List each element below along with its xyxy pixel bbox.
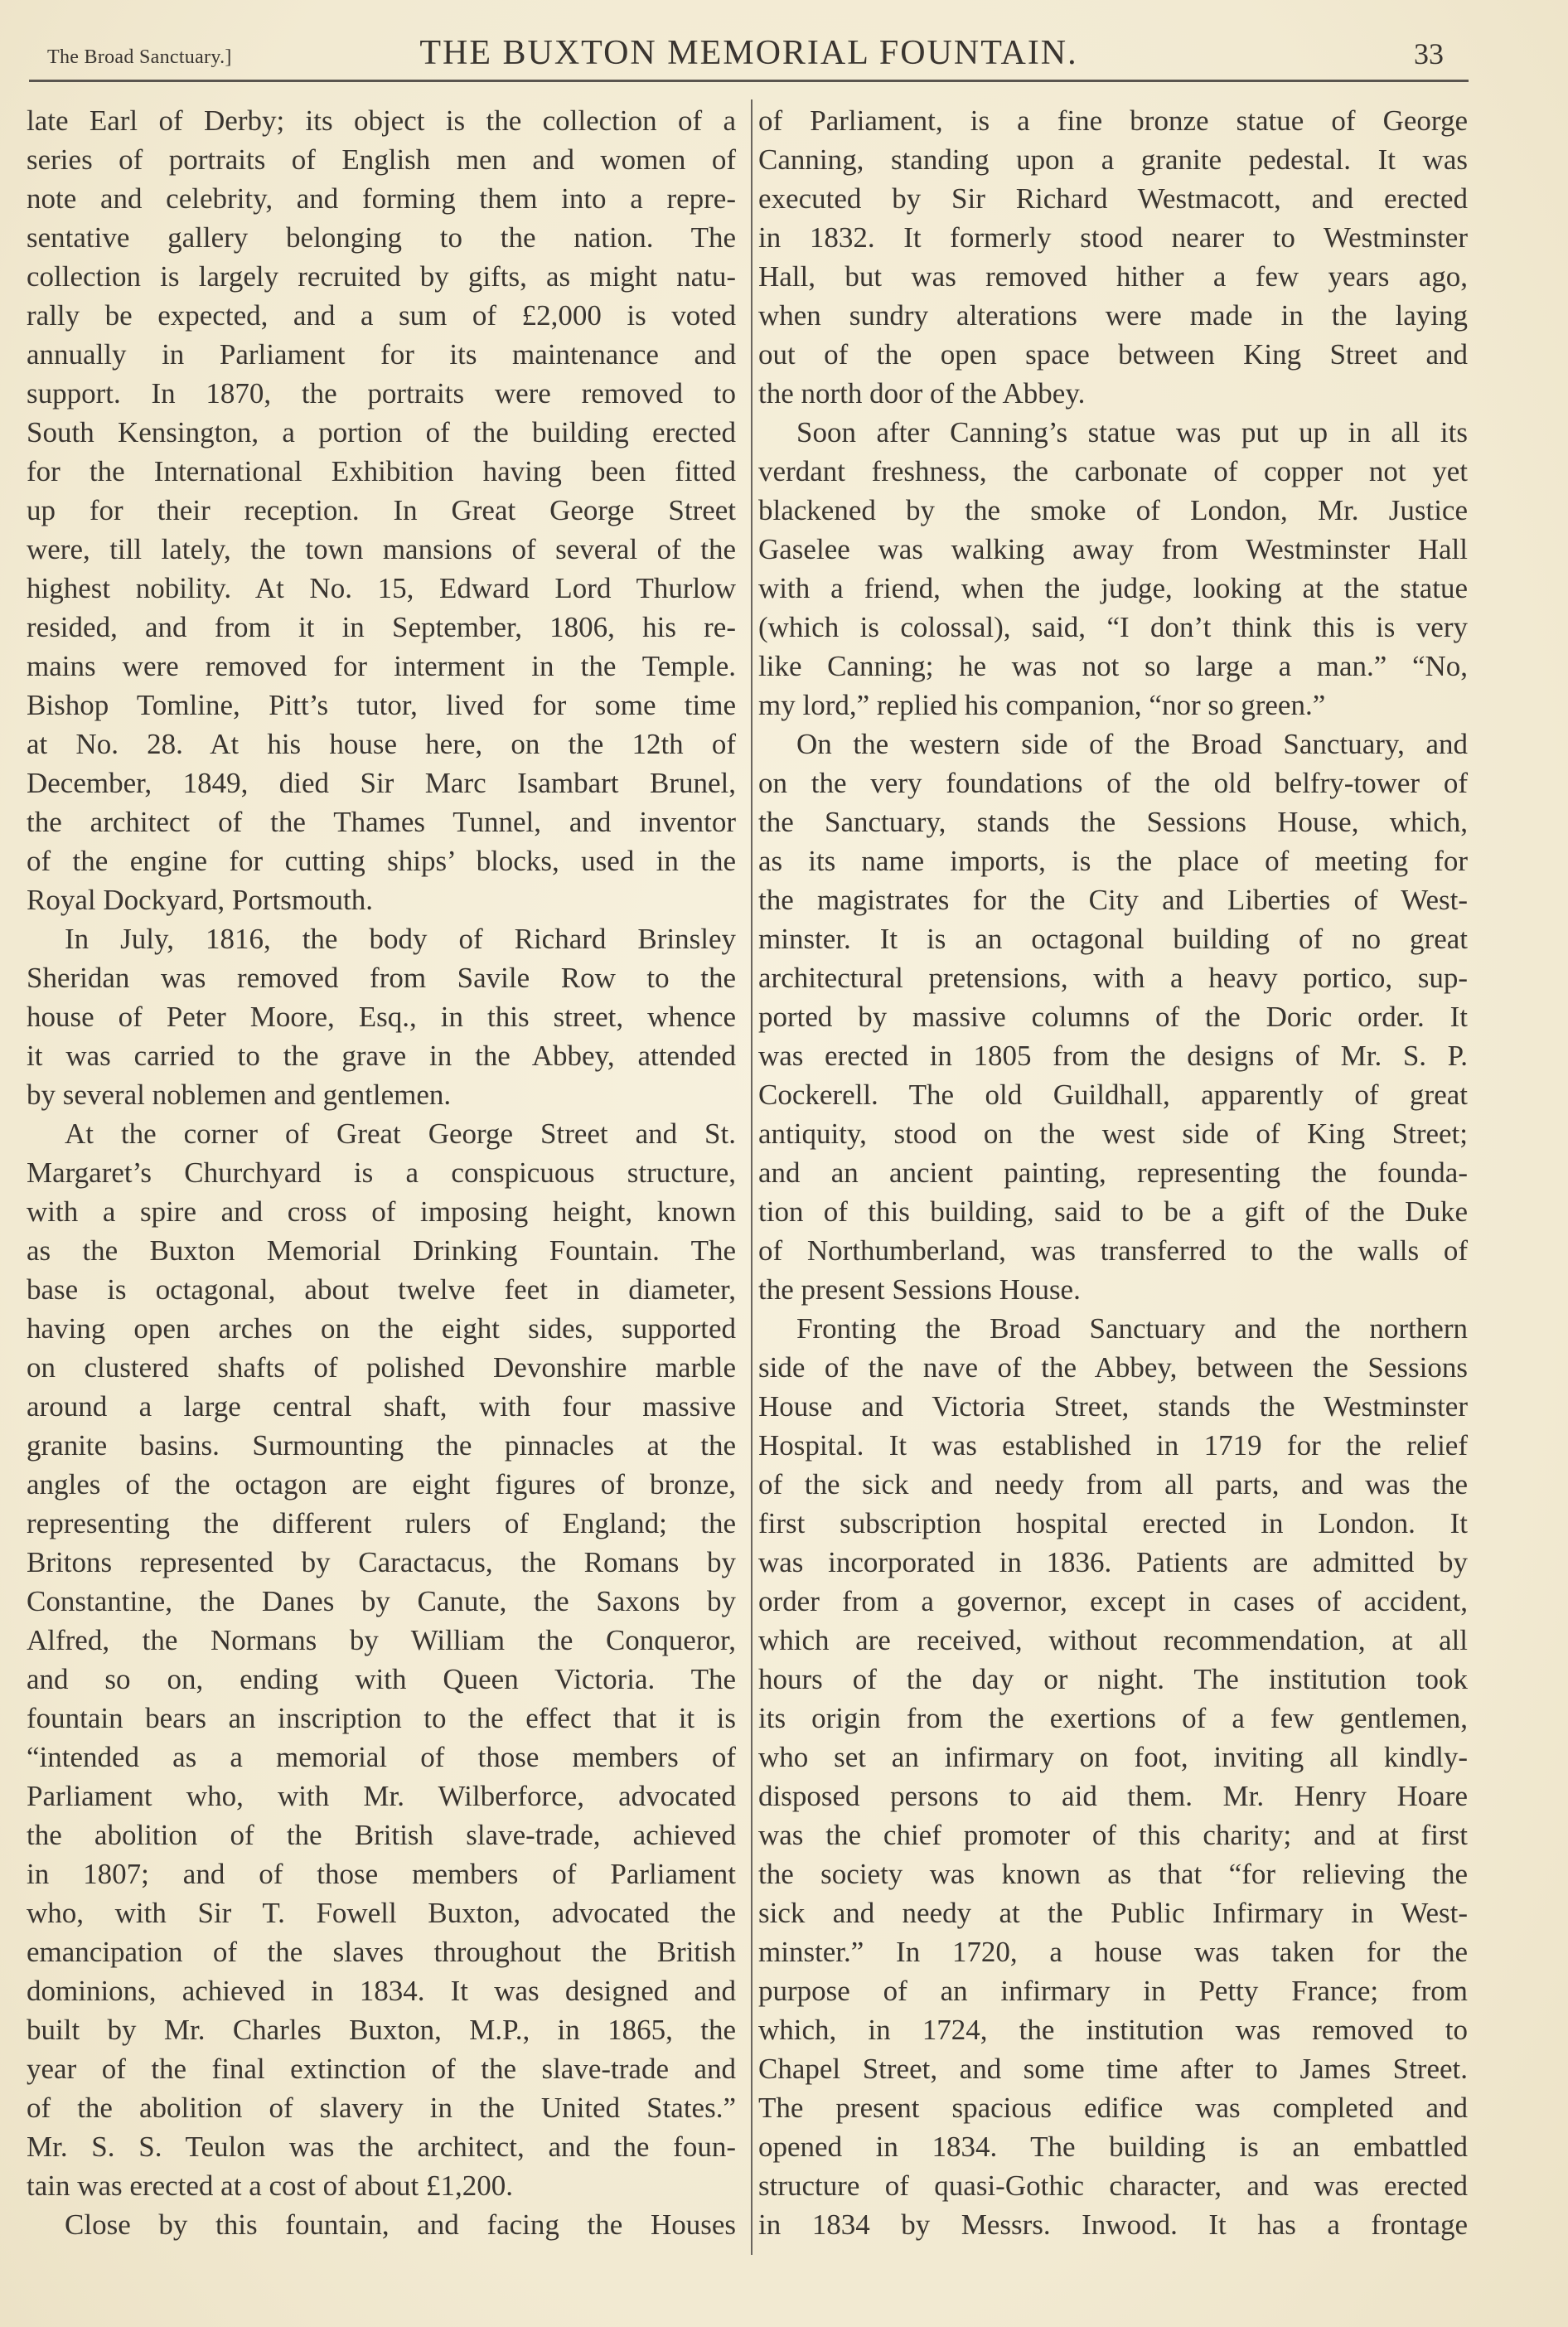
text-line: rally be expected, and a sum of £2,000 is voted xyxy=(27,299,736,332)
text-line: ported by massive columns of the Doric order. It xyxy=(758,1001,1468,1033)
text-line: Royal Dockyard, Portsmouth. xyxy=(27,884,374,916)
text-line: base is octagonal, about twelve feet in diameter, xyxy=(27,1273,736,1306)
text-line: angles of the octagon are eight figures of bronze, xyxy=(27,1468,736,1500)
text-line: tain was erected at a cost of about £1,200. xyxy=(27,2169,514,2202)
text-line: with a friend, when the judge, looking at the statue xyxy=(758,572,1468,604)
text-line: Hall, but was removed hither a few years ago, xyxy=(758,260,1468,293)
text-line: the architect of the Thames Tunnel, and inventor xyxy=(27,806,736,838)
text-line: at No. 28. At his house here, on the 12th of xyxy=(27,728,736,760)
text-line: Hospital. It was established in 1719 for the relief xyxy=(758,1429,1468,1462)
text-line: (which is colossal), said, “I don’t think this is very xyxy=(758,611,1468,643)
text-line: Alfred, the Normans by William the Conqueror, xyxy=(27,1624,736,1656)
text-line: hours of the day or night. The institution took xyxy=(758,1663,1468,1695)
text-line: and an ancient painting, representing the founda- xyxy=(758,1156,1468,1189)
text-line: the present Sessions House. xyxy=(758,1273,1081,1306)
header-rule xyxy=(29,80,1469,82)
text-line: on clustered shafts of polished Devonshire marble xyxy=(27,1351,736,1384)
text-line: its origin from the exertions of a few gentlemen, xyxy=(758,1702,1468,1734)
text-line: series of portraits of English men and women of xyxy=(27,143,736,176)
text-line: in 1807; and of those members of Parliament xyxy=(27,1858,736,1890)
text-line: of the abolition of slavery in the United States.” xyxy=(27,2092,736,2124)
text-line: in 1834 by Messrs. Inwood. It has a frontage xyxy=(758,2208,1468,2241)
page-title: THE BUXTON MEMORIAL FOUNTAIN. xyxy=(419,34,1078,72)
text-line: Bishop Tomline, Pitt’s tutor, lived for some time xyxy=(27,689,736,721)
text-line: disposed persons to aid them. Mr. Henry Hoare xyxy=(758,1780,1468,1812)
text-line: the society was known as that “for relieving the xyxy=(758,1858,1468,1890)
text-line: who, with Sir T. Fowell Buxton, advocated the xyxy=(27,1897,736,1929)
text-line: out of the open space between King Street and xyxy=(758,338,1468,371)
text-line: tion of this building, said to be a gift of the Duke xyxy=(758,1195,1468,1228)
text-line: At the corner of Great George Street and St. xyxy=(65,1117,736,1150)
text-line: structure of quasi-Gothic character, and was erected xyxy=(758,2169,1468,2202)
text-line: minster. It is an octagonal building of no great xyxy=(758,923,1468,955)
text-line: having open arches on the eight sides, supported xyxy=(27,1312,736,1345)
text-line: Cockerell. The old Guildhall, apparently of great xyxy=(758,1079,1468,1111)
text-line: of the engine for cutting ships’ blocks, used in the xyxy=(27,845,736,877)
text-line: were, till lately, the town mansions of several of the xyxy=(27,533,736,565)
paragraph xyxy=(27,919,736,1114)
text-line: built by Mr. Charles Buxton, M.P., in 1865, the xyxy=(27,2014,736,2046)
text-line: South Kensington, a portion of the building erected xyxy=(27,416,736,448)
text-line: up for their reception. In Great George Street xyxy=(27,494,736,526)
text-line: by several noblemen and gentlemen. xyxy=(27,1079,452,1111)
text-line: and so on, ending with Queen Victoria. The xyxy=(27,1663,736,1695)
text-line: as its name imports, is the place of meeting for xyxy=(758,845,1468,877)
text-line: House and Victoria Street, stands the Westminster xyxy=(758,1390,1468,1423)
text-line: with a spire and cross of imposing height, known xyxy=(27,1195,736,1228)
text-line: emancipation of the slaves throughout the British xyxy=(27,1936,736,1968)
running-head xyxy=(29,32,1469,81)
text-line: annually in Parliament for its maintenance and xyxy=(27,338,736,371)
text-line: year of the final extinction of the slave-trade and xyxy=(27,2053,736,2085)
text-line: first subscription hospital erected in London. It xyxy=(758,1507,1468,1539)
text-line: On the western side of the Broad Sanctuary, and xyxy=(796,728,1468,760)
paragraph xyxy=(758,1309,1468,2244)
text-line: antiquity, stood on the west side of King Street; xyxy=(758,1117,1468,1150)
text-line: highest nobility. At No. 15, Edward Lord Thurlow xyxy=(27,572,736,604)
text-line: the Sanctuary, stands the Sessions House, which, xyxy=(758,806,1468,838)
text-line: In July, 1816, the body of Richard Brinsley xyxy=(65,923,736,955)
text-line: sick and needy at the Public Infirmary in West- xyxy=(758,1897,1468,1929)
text-line: Sheridan was removed from Savile Row to the xyxy=(27,962,736,994)
text-line: of Parliament, is a fine bronze statue of George xyxy=(758,104,1468,137)
text-line: Margaret’s Churchyard is a conspicuous structure, xyxy=(27,1156,736,1189)
paragraph xyxy=(27,101,736,919)
text-line: Chapel Street, and some time after to James Street. xyxy=(758,2053,1468,2085)
text-line: dominions, achieved in 1834. It was designed and xyxy=(27,1975,736,2007)
text-line: as the Buxton Memorial Drinking Fountain. The xyxy=(27,1234,736,1267)
right-column xyxy=(758,101,1468,2244)
paragraph xyxy=(27,1114,736,2205)
paragraph xyxy=(758,413,1468,725)
column-divider xyxy=(751,99,753,2255)
text-line: my lord,” replied his companion, “nor so green.” xyxy=(758,689,1326,721)
section-heading: The Broad Sanctuary.] xyxy=(47,46,232,68)
text-line: representing the different rulers of England; the xyxy=(27,1507,736,1539)
text-line: like Canning; he was not so large a man.” “No, xyxy=(758,650,1468,682)
text-line: it was carried to the grave in the Abbey, attended xyxy=(27,1040,736,1072)
text-line: was incorporated in 1836. Patients are admitted by xyxy=(758,1546,1468,1578)
text-line: which, in 1724, the institution was removed to xyxy=(758,2014,1468,2046)
text-line: executed by Sir Richard Westmacott, and erected xyxy=(758,182,1468,215)
text-line: order from a governor, except in cases of accident, xyxy=(758,1585,1468,1617)
text-line: granite basins. Surmounting the pinnacles at the xyxy=(27,1429,736,1462)
text-line: verdant freshness, the carbonate of copper not yet xyxy=(758,455,1468,487)
text-line: Britons represented by Caractacus, the Romans by xyxy=(27,1546,736,1578)
text-line: the magistrates for the City and Liberties of West- xyxy=(758,884,1468,916)
paragraph xyxy=(27,2205,736,2244)
text-line: opened in 1834. The building is an embattled xyxy=(758,2131,1468,2163)
text-line: Gaselee was walking away from Westminster Hall xyxy=(758,533,1468,565)
text-line: in 1832. It formerly stood nearer to Westminster xyxy=(758,221,1468,254)
text-line: “intended as a memorial of those members of xyxy=(27,1741,736,1773)
text-line: Fronting the Broad Sanctuary and the northern xyxy=(796,1312,1468,1345)
text-line: Close by this fountain, and facing the Houses xyxy=(65,2208,736,2241)
text-line: for the International Exhibition having been fitted xyxy=(27,455,736,487)
text-line: Canning, standing upon a granite pedestal. It was xyxy=(758,143,1468,176)
text-line: The present spacious edifice was completed and xyxy=(758,2092,1468,2124)
text-line: resided, and from it in September, 1806, his re- xyxy=(27,611,736,643)
text-line: purpose of an infirmary in Petty France; from xyxy=(758,1975,1468,2007)
left-column xyxy=(27,101,736,2244)
text-line: fountain bears an inscription to the effect that it is xyxy=(27,1702,736,1734)
paragraph xyxy=(758,101,1468,413)
text-line: on the very foundations of the old belfry-tower of xyxy=(758,767,1468,799)
text-line: collection is largely recruited by gifts, as might natu- xyxy=(27,260,736,293)
text-line: when sundry alterations were made in the laying xyxy=(758,299,1468,332)
text-line: architectural pretensions, with a heavy portico, sup- xyxy=(758,962,1468,994)
text-line: late Earl of Derby; its object is the collection of a xyxy=(27,104,736,137)
text-line: was erected in 1805 from the designs of Mr. S. P. xyxy=(758,1040,1468,1072)
text-line: Mr. S. S. Teulon was the architect, and the foun- xyxy=(27,2131,736,2163)
text-line: support. In 1870, the portraits were removed to xyxy=(27,377,736,410)
text-line: Parliament who, with Mr. Wilberforce, advocated xyxy=(27,1780,736,1812)
text-line: sentative gallery belonging to the nation. The xyxy=(27,221,736,254)
text-line: house of Peter Moore, Esq., in this street, whence xyxy=(27,1001,736,1033)
text-line: who set an infirmary on foot, inviting all kindly- xyxy=(758,1741,1468,1773)
text-line: of the sick and needy from all parts, and was the xyxy=(758,1468,1468,1500)
text-line: note and celebrity, and forming them into a repre- xyxy=(27,182,736,215)
page-number: 33 xyxy=(1414,37,1444,70)
text-line: which are received, without recommendation, at all xyxy=(758,1624,1468,1656)
text-line: of Northumberland, was transferred to the walls of xyxy=(758,1234,1468,1267)
text-line: the north door of the Abbey. xyxy=(758,377,1086,410)
text-line: Constantine, the Danes by Canute, the Saxons by xyxy=(27,1585,736,1617)
paragraph xyxy=(758,725,1468,1309)
text-line: side of the nave of the Abbey, between the Sessions xyxy=(758,1351,1468,1384)
text-line: December, 1849, died Sir Marc Isambart Brunel, xyxy=(27,767,736,799)
text-line: blackened by the smoke of London, Mr. Justice xyxy=(758,494,1468,526)
text-line: was the chief promoter of this charity; and at first xyxy=(758,1819,1468,1851)
text-line: around a large central shaft, with four massive xyxy=(27,1390,736,1423)
text-line: mains were removed for interment in the Temple. xyxy=(27,650,736,682)
text-line: Soon after Canning’s statue was put up in all its xyxy=(796,416,1468,448)
text-line: the abolition of the British slave-trade, achieved xyxy=(27,1819,736,1851)
text-line: minster.” In 1720, a house was taken for the xyxy=(758,1936,1468,1968)
